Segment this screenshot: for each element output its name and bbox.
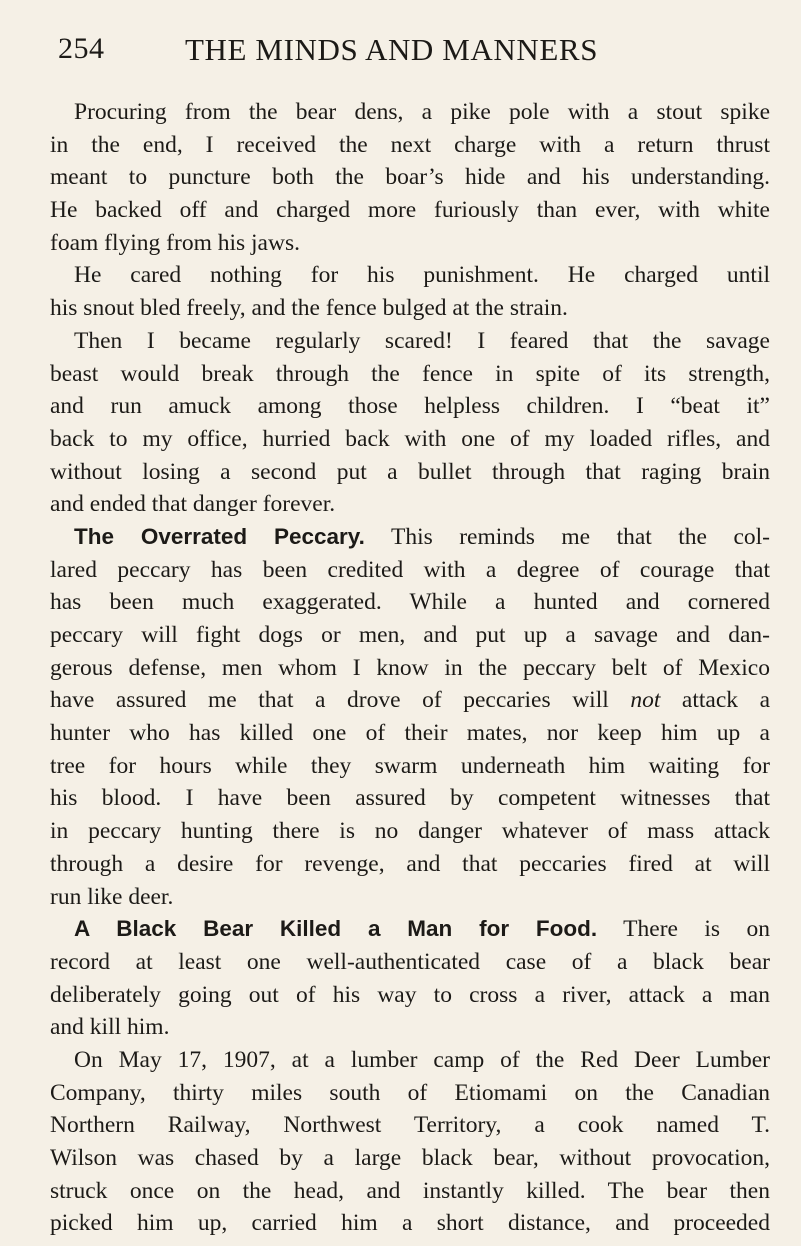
text-line: Northern Railway, Northwest Territory, a cook named T. [50,1112,770,1139]
text-line: his blood. I have been assured by competent witnesses that [50,785,770,812]
text-line: On May 17, 1907, at a lumber camp of the Red Deer Lumber [74,1046,770,1073]
text-line: back to my office, hurried back with one of my loaded rifles, and [50,425,770,452]
text-line: Company, thirty miles south of Etiomami on the Canadian [50,1079,770,1106]
text-line: He cared nothing for his punishment. He charged until [74,262,770,289]
text-line: through a desire for revenge, and that peccaries fired at will [50,850,770,877]
text-line: and ended that danger forever. [50,491,336,518]
text-line: and run amuck among those helpless children. I “beat it” [50,393,770,420]
section-heading: The Overrated Peccary. [74,523,365,549]
text-line [50,913,770,946]
text-line: picked him up, carried him a short distance, and proceeded [50,1210,770,1237]
body-text [50,96,770,1240]
text-run: There is on [623,916,771,943]
text-line: deliberately going out of his way to cross a river, attack a man [50,981,770,1008]
text-line: peccary will fight dogs or men, and put up a savage and dan- [50,622,770,648]
text-line: foam flying from his jaws. [50,229,300,256]
text-line: tree for hours while they swarm underneath him waiting for [50,752,770,779]
text-line [50,684,770,717]
text-line: Wilson was chased by a large black bear, without provocation, [50,1145,770,1171]
text-run: attack a [681,687,770,714]
text-line: and kill him. [50,1014,170,1041]
emphasis-text: not [630,687,661,714]
text-line: his snout bled freely, and the fence bulged at the strain. [50,295,568,322]
text-line: record at least one well-authenticated case of a black bear [50,948,770,975]
running-head: THE MINDS AND MANNERS [185,32,599,67]
text-run: This reminds me that the col- [390,523,770,550]
text-line: He backed off and charged more furiously than ever, with white [50,197,770,224]
page-number: 254 [58,32,105,65]
text-line: Then I became regularly scared! I feared that the savage [74,327,770,354]
text-line: in the end, I received the next charge with a return thrust [50,131,770,158]
section-heading: A Black Bear Killed a Man for Food. [74,916,598,942]
text-line: beast would break through the fence in spite of its strength, [50,360,770,387]
text-line: in peccary hunting there is no danger whatever of mass attack [50,818,770,845]
text-run: have assured me that a drove of peccaries will [50,687,609,714]
text-line [50,521,770,554]
text-line: hunter who has killed one of their mates, nor keep him up a [50,720,770,747]
text-line: without losing a second put a bullet through that raging brain [50,458,770,485]
text-line: struck once on the head, and instantly killed. The bear then [50,1177,770,1204]
text-line: has been much exaggerated. While a hunted and cornered [50,589,770,616]
text-line: Procuring from the bear dens, a pike pole with a stout spike [74,99,770,125]
text-line: lared peccary has been credited with a degree of courage that [50,556,770,583]
text-line: run like deer. [50,883,174,910]
text-line: meant to puncture both the boar’s hide and his understanding. [50,164,770,191]
page-header [58,30,758,74]
text-line: gerous defense, men whom I know in the peccary belt of Mexico [50,654,770,681]
